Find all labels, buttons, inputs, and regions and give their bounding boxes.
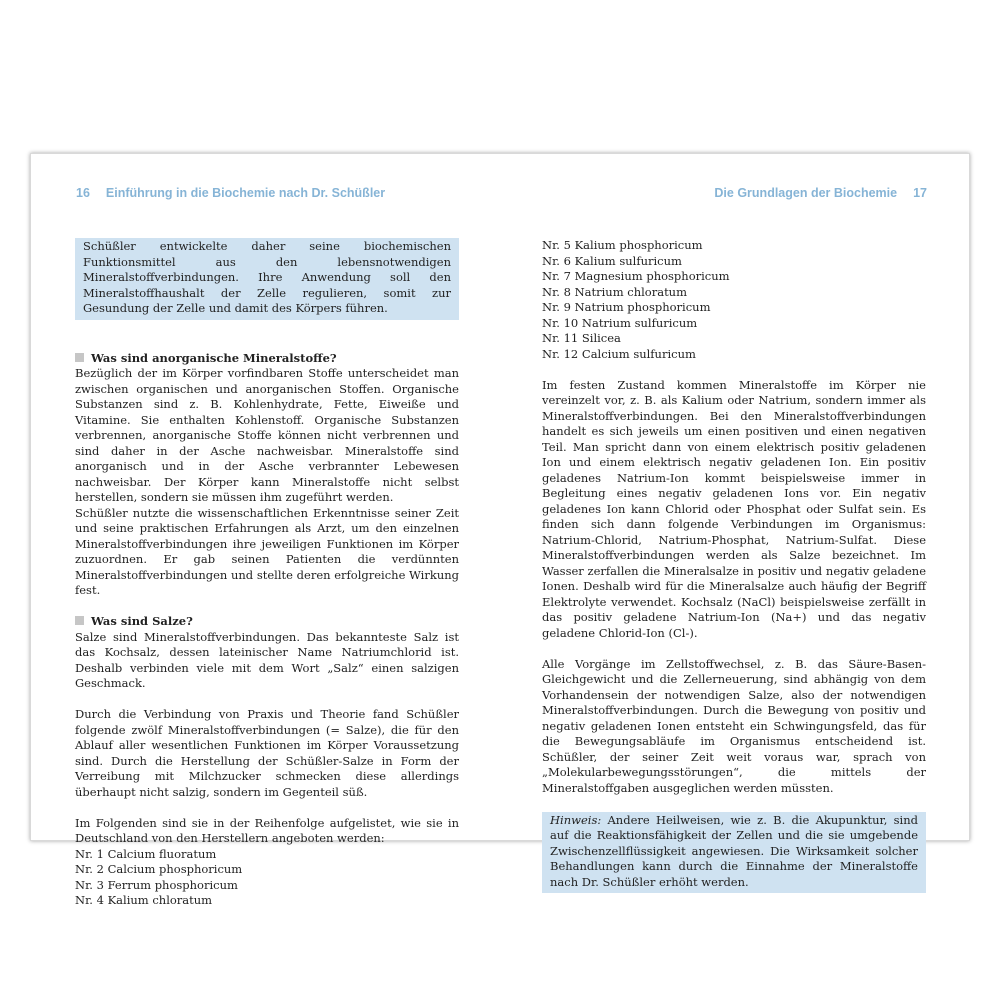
- square-bullet-icon: [75, 353, 84, 362]
- list-item: Nr. 8 Natrium chloratum: [542, 284, 687, 299]
- right-page-header: [714, 186, 927, 200]
- paragraph-fester-zustand: Im festen Zustand kommen Mineralstoffe im Körper nie vereinzelt vor, z. B. als Kalium oder Natrium, sondern immer als Mineralstoffverbindungen. Bei den Mineralstoffverbindungen handelt es sich jeweils um einen positiven und einen negativen Teil. Man spricht dann von einem elektrisch positiv geladenen Ion und einem elektrisch negativ geladenen Ion. Ein positiv geladenes Natrium-Ion kommt beispielsweise immer in Begleitung eines negativ geladenen Ions vor. Ein negativ geladenes Ion kann Chlorid oder Phosphat oder Sulfat sein. Es finden sich dann folgende Verbindungen im Organismus: Natrium-Chlorid, Natrium-Phosphat, Natrium-Sulfat. Diese Mineralstoffverbindungen werden als Salze bezeichnet. Im Wasser zerfallen die Mineralsalze in positiv und negativ geladene Ionen. Deshalb wird für die Mineralsalze auch häufig der Begriff Elektrolyte verwendet. Kochsalz (NaCl) beispielsweise zerfällt in das positiv geladene Natrium-Ion (Na+) und das negativ geladene Chlorid-Ion (Cl-).: [542, 377, 926, 640]
- left-running-title: Einführung in die Biochemie nach Dr. Schüßler: [105, 186, 386, 200]
- list-item: Nr. 9 Natrium phosphoricum: [542, 300, 711, 314]
- list-item: Nr. 10 Natrium sulfuricum: [542, 315, 698, 330]
- salt-list-left: [75, 847, 459, 909]
- list-item: Nr. 4 Kalium chloratum: [75, 893, 213, 907]
- list-item: Nr. 12 Calcium sulfuricum: [542, 346, 696, 361]
- paragraph-list-intro: Im Folgenden sind sie in der Reihenfolge aufgelistet, wie sie in Deutschland von den Herstellern angeboten werden:: [75, 815, 459, 845]
- square-bullet-icon: [75, 616, 84, 625]
- list-item: Nr. 5 Kalium phosphoricum: [542, 238, 703, 252]
- salt-list-right: [542, 238, 926, 362]
- intro-box-text: Schüßler entwickelte daher seine biochemischen Funktionsmittel aus den lebensnotwendigen Mineralstoffverbindungen. Ihre Anwendung soll den Mineralstoffhaushalt der Zelle regulieren, somit zur Gesundung der Zelle und damit des Körpers führen.: [83, 239, 451, 315]
- paragraph-praxis-theorie: Durch die Verbindung von Praxis und Theorie fand Schüßler folgende zwölf Mineralstoffverbindungen (= Salze), die für den Ablauf aller wesentlichen Funktionen im Körper Voraussetzung sind. Durch die Herstellung der Schüßler-Salze in Form der Verreibung mit Milchzucker schmecken diese allerdings überhaupt nicht salzig, sondern im Gegenteil süß.: [75, 707, 459, 799]
- list-item: Nr. 7 Magnesium phosphoricum: [542, 269, 730, 283]
- list-item: Nr. 11 Silicea: [542, 331, 621, 345]
- question-heading-salze: Was sind Salze?: [75, 614, 459, 630]
- left-page-number: 16: [76, 186, 90, 200]
- list-item: Nr. 1 Calcium fluoratum: [75, 846, 217, 861]
- paragraph-salze: Salze sind Mineralstoffverbindungen. Das bekannteste Salz ist das Kochsalz, dessen lateinischer Name Natriumchlorid ist. Deshalb verbinden viele mit dem Wort „Salz“ einen salzigen Geschmack.: [75, 629, 459, 690]
- hint-box: [542, 812, 926, 894]
- paragraph-mineralstoffe: Bezüglich der im Körper vorfindbaren Stoffe unterscheidet man zwischen organischen und anorganischen Stoffen. Organische Substanzen sind z. B. Kohlenhydrate, Fette, Eiweiße und Vitamine. Sie enthalten Kohlenstoff. Organische Substanzen verbrennen, anorganische Stoffe können nicht verbrennen und sind daher in der Asche nachweisbar. Mineralstoffe sind anorganisch und in der Asche verbrannter Lebewesen nachweisbar. Der Körper kann Mineralstoffe nicht selbst herstellen, sondern sie müssen ihm zugeführt werden.: [75, 366, 459, 504]
- hint-label: Hinweis:: [550, 812, 602, 827]
- paragraph-zellstoffwechsel: Alle Vorgänge im Zellstoffwechsel, z. B. das Säure-Basen-Gleichgewicht und die Zellerneuerung, sind abhängig von dem Vorhandensein der notwendigen Salze, also der notwendigen Mineralstoffverbindungen. Durch die Bewegung von positiv und negativ geladenen Ionen entsteht ein Schwingungsfeld, das für die Bewegungsabläufe im Organismus entscheidend ist. Schüßler, der seiner Zeit weit voraus war, sprach von „Molekularbewegungsstörungen“, die mittels der Mineralstoffgaben ausgeglichen werden müssten.: [542, 656, 926, 795]
- list-item: Nr. 3 Ferrum phosphoricum: [75, 877, 238, 892]
- right-page-number: 17: [913, 186, 927, 200]
- question-heading-mineralstoffe: Was sind anorganische Mineralstoffe?: [75, 351, 459, 367]
- right-running-title: Die Grundlagen der Biochemie: [714, 186, 898, 200]
- left-page-header: [76, 186, 385, 200]
- left-page-column: [75, 238, 459, 909]
- intro-box: [75, 238, 459, 320]
- list-item: Nr. 2 Calcium phosphoricum: [75, 862, 243, 876]
- list-item: Nr. 6 Kalium sulfuricum: [542, 253, 682, 268]
- hint-text: Hinweis: Andere Heilweisen, wie z. B. die Akupunktur, sind auf die Reaktionsfähigkeit der Zellen und die sie umgebende Zwischenzellflüssigkeit angewiesen. Die Wirksamkeit solcher Behandlungen kann durch die Einnahme der Mineralstoffe nach Dr. Schüßler erhöht werden.: [550, 812, 918, 889]
- paragraph-schuessler-erkenntnisse: Schüßler nutzte die wissenschaftlichen Erkenntnisse seiner Zeit und seine praktischen Erfahrungen als Arzt, um den einzelnen Mineralstoffverbindungen ihre jeweiligen Funktionen im Körper zuzuordnen. Er gab seinen Patienten die verdünnten Mineralstoffverbindungen und stellte deren erfolgreiche Wirkung fest.: [75, 505, 459, 597]
- right-page-column: [542, 238, 926, 893]
